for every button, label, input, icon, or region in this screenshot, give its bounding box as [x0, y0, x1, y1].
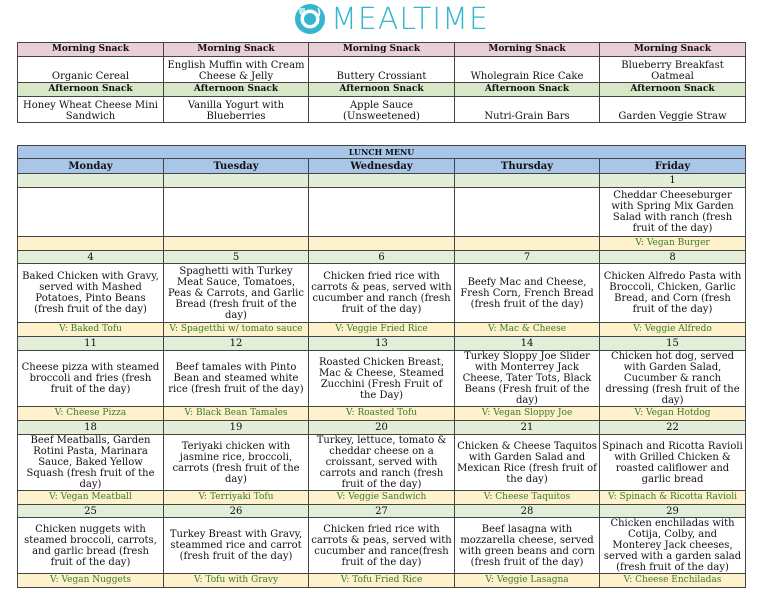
- date-cell: 14: [455, 337, 600, 351]
- lunch-menu-title: LUNCH MENU: [18, 146, 746, 159]
- date-cell: 5: [164, 251, 309, 264]
- date-row: [18, 251, 746, 264]
- meal-row: [18, 518, 746, 574]
- vegan-option: V: Terriyaki Tofu: [164, 491, 309, 505]
- morning-snack-label: Morning Snack: [164, 43, 309, 57]
- morning-snack-item: Buttery Crossiant: [309, 57, 455, 83]
- afternoon-snack-item: Apple Sauce (Unsweetened): [309, 97, 455, 123]
- meal-cell: Beef lasagna with mozzarella cheese, served with green beans and corn (fresh fruit of the day): [455, 518, 600, 574]
- vegan-option: V: Vegan Meatball: [18, 491, 164, 505]
- meal-cell: Roasted Chicken Breast, Mac & Cheese, Steamed Zucchini (Fresh Fruit of the Day): [309, 351, 455, 407]
- date-cell: 11: [18, 337, 164, 351]
- date-cell: 6: [309, 251, 455, 264]
- morning-snack-label: Morning Snack: [600, 43, 746, 57]
- meal-row: [18, 435, 746, 491]
- date-cell: 19: [164, 421, 309, 435]
- vegan-option: V: Veggie Alfredo: [600, 323, 746, 337]
- vegan-cell-empty: [164, 237, 309, 251]
- afternoon-snack-item: Vanilla Yogurt with Blueberries: [164, 97, 309, 123]
- date-cell: 7: [455, 251, 600, 264]
- vegan-option: V: Cheese Taquitos: [455, 491, 600, 505]
- meal-cell: Baked Chicken with Gravy, served with Mashed Potatoes, Pinto Beans (fresh fruit of the day): [18, 264, 164, 323]
- meal-row: [18, 351, 746, 407]
- afternoon-snack-item: Garden Veggie Straw: [600, 97, 746, 123]
- date-cell: 29: [600, 505, 746, 518]
- meal-cell: Cheddar Cheeseburger with Spring Mix Garden Salad with ranch (fresh fruit of the day): [600, 188, 746, 237]
- vegan-option: V: Black Bean Tamales: [164, 407, 309, 421]
- vegan-option: V: Tofu with Gravy: [164, 574, 309, 588]
- vegan-option: V: Vegan Burger: [600, 237, 746, 251]
- afternoon-snack-label: Afternoon Snack: [164, 83, 309, 97]
- lunch-title-row: [18, 146, 746, 159]
- weekday-tuesday: Tuesday: [164, 159, 309, 174]
- afternoon-snack-label: Afternoon Snack: [309, 83, 455, 97]
- morning-snack-label: Morning Snack: [455, 43, 600, 57]
- vegan-option: V: Veggie Sandwich: [309, 491, 455, 505]
- morning-snack-item: Wholegrain Rice Cake: [455, 57, 600, 83]
- morning-snack-header-row: [18, 43, 746, 57]
- meal-cell: Chicken enchiladas with Cotija, Colby, and Monterey Jack cheeses, served with a garden salad (fresh fruit of the day): [600, 518, 746, 574]
- vegan-row: [18, 407, 746, 421]
- morning-snack-label: Morning Snack: [309, 43, 455, 57]
- vegan-option: V: Veggie Lasagna: [455, 574, 600, 588]
- vegan-cell-empty: [309, 237, 455, 251]
- meal-cell: Chicken Alfredo Pasta with Broccoli, Chicken, Garlic Bread, and Corn (fresh fruit of the day): [600, 264, 746, 323]
- vegan-row: [18, 323, 746, 337]
- meal-cell-empty: [455, 188, 600, 237]
- vegan-option: V: Baked Tofu: [18, 323, 164, 337]
- date-cell: 25: [18, 505, 164, 518]
- afternoon-snack-header-row: [18, 83, 746, 97]
- meal-cell: Turkey Sloppy Joe Slider with Monterrey Jack Cheese, Tater Tots, Black Beans (Fresh fruit of the day): [455, 351, 600, 407]
- date-cell: 8: [600, 251, 746, 264]
- brand-logo: [293, 1, 489, 37]
- morning-snack-item: Blueberry Breakfast Oatmeal: [600, 57, 746, 83]
- vegan-row: [18, 237, 746, 251]
- meal-cell-empty: [309, 188, 455, 237]
- meal-row: [18, 264, 746, 323]
- meal-row: [18, 188, 746, 237]
- date-cell: 21: [455, 421, 600, 435]
- meal-cell: Spaghetti with Turkey Meat Sauce, Tomatoes, Peas & Carrots, and Garlic Bread (fresh fruit of the day): [164, 264, 309, 323]
- weekday-friday: Friday: [600, 159, 746, 174]
- meal-cell-empty: [164, 188, 309, 237]
- vegan-option: V: Vegan Nuggets: [18, 574, 164, 588]
- vegan-cell-empty: [455, 237, 600, 251]
- date-row: [18, 421, 746, 435]
- weekday-wednesday: Wednesday: [309, 159, 455, 174]
- vegan-option: V: Spagetthi w/ tomato sauce: [164, 323, 309, 337]
- meal-cell: Chicken nuggets with steamed broccoli, carrots, and garlic bread (fresh fruit of the day): [18, 518, 164, 574]
- meal-cell: Turkey, lettuce, tomato & cheddar cheese on a croissant, served with carrots and ranch (fresh fruit of the day): [309, 435, 455, 491]
- meal-cell: Turkey Breast with Gravy, steammed rice and carrot (fresh fruit of the day): [164, 518, 309, 574]
- vegan-option: V: Roasted Tofu: [309, 407, 455, 421]
- meal-cell: Cheese pizza with steamed broccoli and fries (fresh fruit of the day): [18, 351, 164, 407]
- meal-cell: Chicken fried rice with carrots & peas, served with cucumber and ranch (fresh fruit of the day): [309, 264, 455, 323]
- date-cell-empty: [455, 174, 600, 188]
- morning-snack-item: English Muffin with Cream Cheese & Jelly: [164, 57, 309, 83]
- meal-cell: Teriyaki chicken with jasmine rice, broccoli, carrots (fresh fruit of the day): [164, 435, 309, 491]
- date-cell: 15: [600, 337, 746, 351]
- meal-cell: Chicken hot dog, served with Garden Salad, Cucumber & ranch dressing (fresh fruit of the day): [600, 351, 746, 407]
- morning-snack-item: Organic Cereal: [18, 57, 164, 83]
- date-cell-empty: [18, 174, 164, 188]
- date-cell: 28: [455, 505, 600, 518]
- morning-snack-label: Morning Snack: [18, 43, 164, 57]
- date-cell: 22: [600, 421, 746, 435]
- snack-table: [17, 42, 746, 123]
- date-cell: 26: [164, 505, 309, 518]
- meal-cell: Spinach and Ricotta Ravioli with Grilled Chicken & roasted califlower and garlic bread: [600, 435, 746, 491]
- weekday-monday: Monday: [18, 159, 164, 174]
- date-row: [18, 174, 746, 188]
- meal-cell-empty: [18, 188, 164, 237]
- date-cell: 1: [600, 174, 746, 188]
- meal-cell: Beef tamales with Pinto Bean and steamed white rice (fresh fruit of the day): [164, 351, 309, 407]
- date-cell: 12: [164, 337, 309, 351]
- afternoon-snack-row: [18, 97, 746, 123]
- vegan-option: V: Veggie Fried Rice: [309, 323, 455, 337]
- vegan-option: V: Spinach & Ricotta Ravioli: [600, 491, 746, 505]
- vegan-option: V: Mac & Cheese: [455, 323, 600, 337]
- weekday-thursday: Thursday: [455, 159, 600, 174]
- vegan-option: V: Vegan Hotdog: [600, 407, 746, 421]
- afternoon-snack-label: Afternoon Snack: [18, 83, 164, 97]
- date-cell: 20: [309, 421, 455, 435]
- vegan-option: V: Tofu Fried Rice: [309, 574, 455, 588]
- date-cell-empty: [309, 174, 455, 188]
- vegan-option: V: Vegan Sloppy Joe: [455, 407, 600, 421]
- weekday-header-row: [18, 159, 746, 174]
- afternoon-snack-item: Honey Wheat Cheese Mini Sandwich: [18, 97, 164, 123]
- date-cell: 18: [18, 421, 164, 435]
- date-cell-empty: [164, 174, 309, 188]
- afternoon-snack-label: Afternoon Snack: [455, 83, 600, 97]
- afternoon-snack-item: Nutri-Grain Bars: [455, 97, 600, 123]
- meal-cell: Beef Meatballs, Garden Rotini Pasta, Marinara Sauce, Baked Yellow Squash (fresh fruit of the day): [18, 435, 164, 491]
- meal-cell: Chicken fried rice with carrots & peas, served with cucumber and rance(fresh fruit of the day): [309, 518, 455, 574]
- date-cell: 4: [18, 251, 164, 264]
- lunch-menu-table: [17, 145, 746, 588]
- morning-snack-row: [18, 57, 746, 83]
- date-cell: 13: [309, 337, 455, 351]
- brand-name: MEALTIME: [331, 1, 489, 37]
- vegan-row: [18, 491, 746, 505]
- meal-cell: Chicken & Cheese Taquitos with Garden Salad and Mexican Rice (fresh fruit of the day): [455, 435, 600, 491]
- date-row: [18, 337, 746, 351]
- afternoon-snack-label: Afternoon Snack: [600, 83, 746, 97]
- vegan-option: V: Cheese Pizza: [18, 407, 164, 421]
- vegan-cell-empty: [18, 237, 164, 251]
- date-row: [18, 505, 746, 518]
- vegan-row: [18, 574, 746, 588]
- date-cell: 27: [309, 505, 455, 518]
- meal-cell: Beefy Mac and Cheese, Fresh Corn, French Bread (fresh fruit of the day): [455, 264, 600, 323]
- plate-icon: [293, 2, 327, 36]
- vegan-option: V: Cheese Enchiladas: [600, 574, 746, 588]
